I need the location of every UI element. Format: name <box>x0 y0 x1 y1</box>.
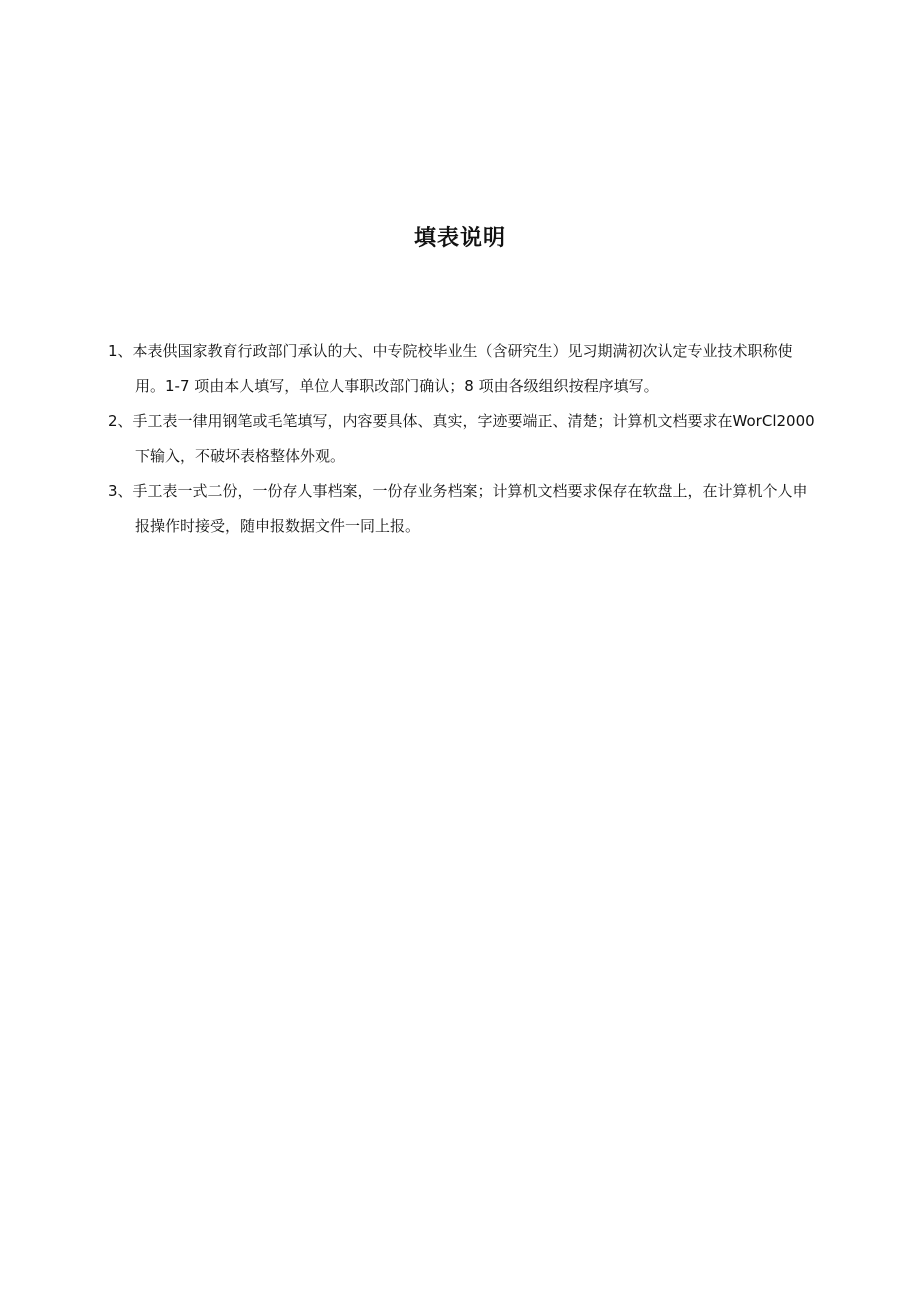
item-text: 本表供国家教育行政部门承认的大、中专院校毕业生（含研究生）见习期满初次认定专业技术职称使用。1-7 项由本人填写，单位人事职改部门确认；8 项由各级组织按程序填写。 <box>132 342 793 395</box>
item-text: 手工表一式二份，一份存人事档案，一份存业务档案；计算机文档要求保存在软盘上，在计算机个人申报操作时接受，随申报数据文件一同上报。 <box>132 482 808 535</box>
instruction-list <box>108 334 816 544</box>
item-number: 1、 <box>108 342 133 360</box>
page-title: 填表说明 <box>413 226 506 251</box>
item-number: 3、 <box>108 482 133 500</box>
list-item <box>108 474 816 544</box>
item-number: 2、 <box>108 412 133 430</box>
list-item <box>108 334 816 404</box>
item-text: 手工表一律用钢笔或毛笔填写，内容要具体、真实，字迹要端正、清楚；计算机文档要求在WorCl2000 下输入，不破坏表格整体外观。 <box>132 412 815 465</box>
list-item <box>108 404 816 474</box>
